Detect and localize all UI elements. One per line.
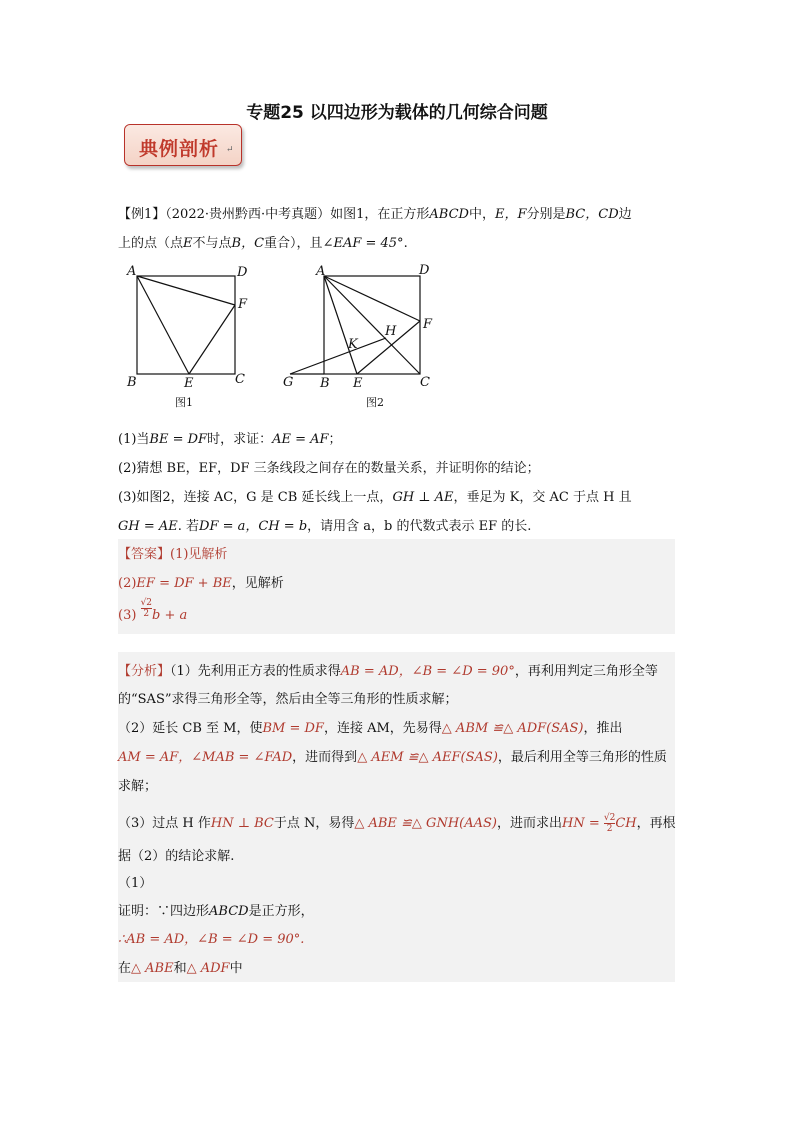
- fig2-label-C: C: [420, 375, 430, 390]
- figure-2: [280, 258, 440, 413]
- analysis-line-6: [118, 812, 676, 834]
- analysis-math: BM = DF: [262, 721, 324, 736]
- figure-1: [120, 258, 260, 413]
- example-text: 边: [618, 207, 632, 222]
- answer-2: [118, 572, 284, 591]
- fraction-numerator: √2: [603, 813, 616, 823]
- analysis-text: （2）延长 CB 至 M，使: [118, 721, 263, 736]
- answer-math: b + a: [152, 608, 188, 623]
- analysis-text: ，再根: [636, 816, 676, 831]
- answer-text: (1)见解析: [170, 547, 228, 562]
- question-3-line-1: [118, 486, 632, 505]
- section-badge-label: 典例剖析: [139, 138, 220, 160]
- fig2-line-GH: [290, 338, 386, 374]
- question-text: . 若: [177, 519, 200, 534]
- question-math: GH = AE: [118, 519, 178, 534]
- analysis-line-5: 求解；: [118, 779, 158, 794]
- question-3-line-2: [118, 515, 531, 534]
- question-math: GH ⊥ AE: [392, 490, 454, 505]
- analysis-line-4: [118, 746, 667, 765]
- fig2-label-K: K: [348, 337, 358, 352]
- analysis-text: （3）过点 H 作: [118, 816, 211, 831]
- fig2-line-AC: [324, 276, 420, 374]
- example-math: ∠EAF = 45°: [322, 236, 404, 251]
- solution-text: 和: [173, 961, 187, 976]
- analysis-math: AM = AF，∠MAB = ∠FAD: [118, 750, 293, 765]
- fig1-line-AE: [137, 276, 189, 374]
- fraction-denominator: 2: [143, 609, 150, 619]
- question-math: AE = AF: [272, 432, 329, 447]
- fig2-label-D: D: [419, 263, 430, 278]
- fig2-caption: 图2: [366, 396, 384, 409]
- answer-text: (3): [118, 608, 137, 623]
- answer-1: [118, 543, 227, 562]
- fig1-line-AF: [137, 276, 235, 305]
- fig2-label-A: A: [316, 264, 326, 279]
- example-text: 重合），且: [264, 236, 323, 251]
- analysis-line-1: [118, 660, 658, 679]
- solution-text: 在: [118, 961, 132, 976]
- analysis-text: （1）先利用正方表的性质求得: [170, 664, 341, 679]
- solution-text: 中: [229, 961, 243, 976]
- paragraph-mark: ↵: [226, 145, 234, 155]
- fig1-caption: 图1: [175, 396, 193, 409]
- solution-line-3: ∴AB = AD，∠B = ∠D = 90°.: [118, 932, 305, 947]
- example-text: .: [403, 236, 408, 251]
- solution-math: ABCD: [209, 904, 249, 919]
- fig1-label-C: C: [235, 372, 245, 387]
- analysis-text: ，进而求出: [496, 816, 562, 831]
- analysis-text: ，推出: [583, 721, 623, 736]
- fraction-numerator: √2: [140, 598, 153, 608]
- question-text: 时，求证：: [207, 432, 273, 447]
- solution-math: △ ADF: [186, 961, 230, 976]
- question-text: (1)当: [118, 432, 150, 447]
- analysis-text: 于点 N，易得: [273, 816, 355, 831]
- example-text: 上的点（点: [118, 236, 184, 251]
- fig2-label-G: G: [283, 375, 294, 390]
- analysis-math: HN =: [562, 816, 600, 831]
- analysis-text: ，最后利用全等三角形的性质: [497, 750, 667, 765]
- analysis-math: AB = AD，∠B = ∠D = 90°: [340, 664, 515, 679]
- question-text: ，请用含 a，b 的代数式表示 EF 的长.: [307, 519, 532, 534]
- fig2-line-AF: [324, 276, 420, 321]
- question-math: DF = a，CH = b: [199, 519, 308, 534]
- answer-text: ，见解析: [231, 576, 284, 591]
- fraction-denominator: 2: [606, 824, 613, 834]
- solution-line-2: [118, 900, 314, 919]
- fig1-label-F: F: [238, 297, 248, 312]
- analysis-line-3: [118, 717, 623, 736]
- answer-tag: 【答案】: [118, 547, 171, 562]
- analysis-math: △ ABE ≌△ GNH(AAS): [354, 816, 497, 831]
- analysis-line-2: 的“SAS”求得三角形全等，然后由全等三角形的性质求解；: [118, 692, 458, 707]
- analysis-line-7: 据（2）的结论求解.: [118, 849, 235, 864]
- analysis-fraction: [604, 813, 615, 834]
- analysis-math: △ AEM ≌△ AEF(SAS): [357, 750, 498, 765]
- fig1-label-D: D: [237, 265, 248, 280]
- example-math: E: [183, 236, 193, 251]
- example-math: BC，CD: [565, 207, 619, 222]
- fig2-label-H: H: [385, 324, 397, 339]
- question-math: BE = DF: [149, 432, 208, 447]
- example-math: ABCD: [429, 207, 469, 222]
- fig1-label-A: A: [127, 264, 137, 279]
- fig1-line-EF: [189, 305, 235, 374]
- answer-text: (2): [118, 576, 137, 591]
- question-text: ，垂足为 K，交 AC 于点 H 且: [453, 490, 632, 505]
- example-text: 【例1】（2022·贵州黔西·中考真题）如图1，在正方形: [118, 207, 430, 222]
- solution-line-1: （1）: [118, 876, 153, 891]
- page-title: 专题25 以四边形为载体的几何综合问题: [246, 103, 548, 123]
- example-math: E，F: [494, 207, 527, 222]
- question-text: (3)如图2，连接 AC，G 是 CB 延长线上一点，: [118, 490, 393, 505]
- analysis-math: △ ABM ≌△ ADF(SAS): [441, 721, 584, 736]
- example-line-1: [118, 203, 632, 222]
- section-badge: [124, 124, 242, 166]
- fig1-label-E: E: [184, 376, 194, 391]
- solution-line-4: [118, 957, 243, 976]
- example-text: 不与点: [192, 236, 232, 251]
- question-text: ；: [328, 432, 342, 447]
- analysis-math: CH: [615, 816, 637, 831]
- example-text: 分别是: [526, 207, 566, 222]
- solution-text: 是正方形，: [248, 904, 314, 919]
- analysis-tag: 【分析】: [118, 664, 171, 679]
- question-2: (2)猜想 BE，EF，DF 三条线段之间存在的数量关系，并证明你的结论；: [118, 461, 540, 476]
- fig2-label-B: B: [320, 376, 330, 391]
- fig2-label-F: F: [423, 317, 433, 332]
- example-math: B，C: [231, 236, 265, 251]
- answer-fraction: [141, 598, 152, 619]
- answer-math: EF = DF + BE: [136, 576, 232, 591]
- solution-math: △ ABE: [131, 961, 174, 976]
- solution-text: 证明：∵四边形: [118, 904, 210, 919]
- example-text: 中，: [468, 207, 495, 222]
- analysis-math: HN ⊥ BC: [210, 816, 274, 831]
- analysis-text: ，连接 AM，先易得: [323, 721, 442, 736]
- example-line-2: [118, 232, 408, 251]
- answer-3: [118, 598, 188, 623]
- question-1: [118, 428, 342, 447]
- analysis-text: ，再利用判定三角形全等: [514, 664, 658, 679]
- analysis-text: ，进而得到: [292, 750, 358, 765]
- fig2-label-E: E: [353, 376, 363, 391]
- fig1-label-B: B: [127, 375, 137, 390]
